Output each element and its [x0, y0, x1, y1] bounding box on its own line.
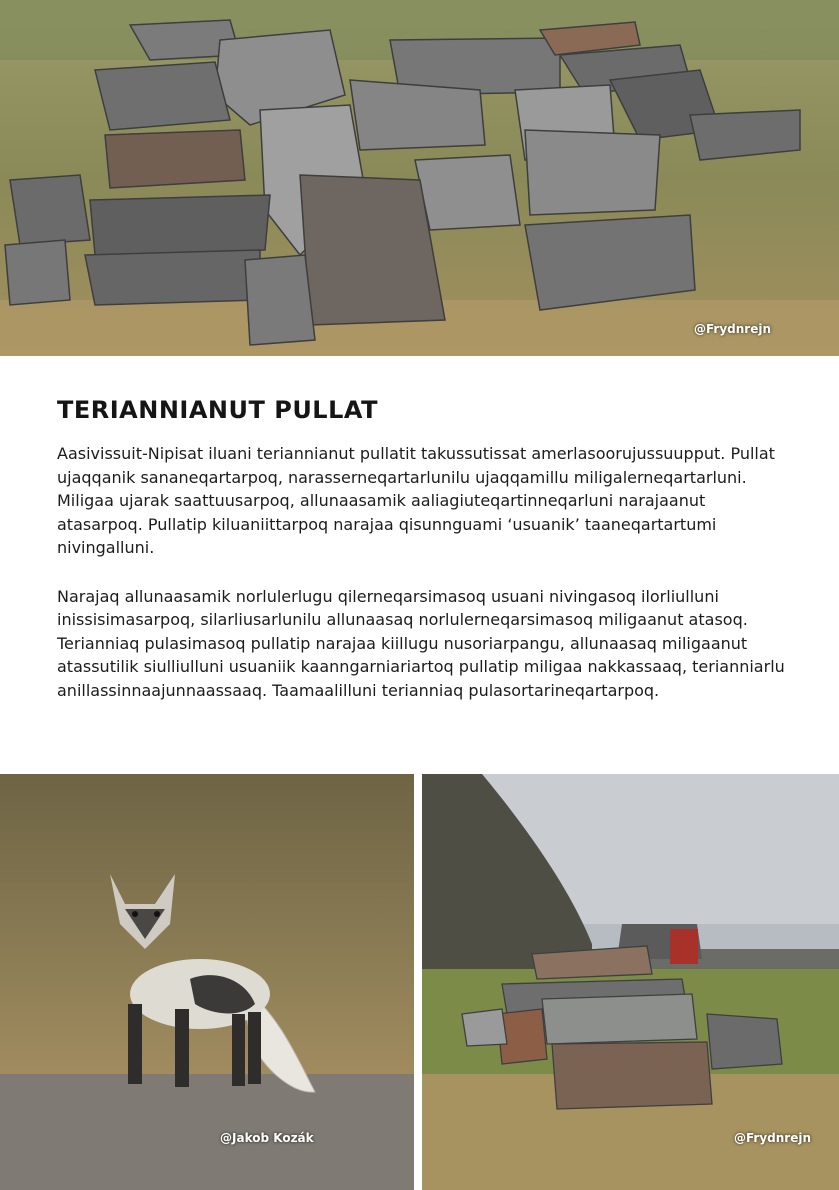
article [57, 396, 792, 727]
photo-credit: @Frydnrejn [693, 322, 771, 336]
photo-credit: @Frydnrejn [733, 1131, 811, 1145]
arctic-fox-photo [0, 774, 414, 1190]
article-paragraph-1: Aasivissuit-Nipisat iluani teriannianut pullatit takussutissat amerlasoorujussuupput. Pullat ujaqqanik sananeqartarpoq, narasserneqartarlunilu ujaqqamillu miligalerneqartarluni. Miligaa ujarak saattuusarpoq, allunaasamik aaliagiuteqartinneqarluni narajaanut atasarpoq. Pullatip kiluaniittarpoq narajaa qisunnguami ‘usuanik’ taaneqartartumi nivingalluni. [57, 444, 775, 557]
photo-credit: @Jakob Kozák [220, 1131, 314, 1145]
article-title: TERIANNIANUT PULLAT [57, 396, 378, 424]
stone-cairn-icon [0, 0, 839, 356]
fox-trap-cairn-photo [422, 774, 839, 1190]
top-cairn-photo [0, 0, 839, 356]
arctic-fox-icon [0, 774, 414, 1190]
article-paragraph-2: Narajaq allunaasamik norlulerlugu qilerneqarsimasoq usuani nivingasoq ilorliulluni inissisimasarpoq, silarliusarlunilu allunaasaq norlulerneqarsimasoq miligaanut atasoq. Terianniaq pulasimasoq pullatip narajaa kiillugu nusoriarpangu, allunaasaq miligaanut atassutilik siulliulluni usuaniik kaanngarniariartoq pullatip miligaa nakkassaaq, terianniarlu anillassinnaajunnaassaaq. Taamaalilluni terianniaq pulasortarineqartarpoq. [57, 586, 785, 700]
fox-trap-cairn-icon [422, 774, 839, 1190]
